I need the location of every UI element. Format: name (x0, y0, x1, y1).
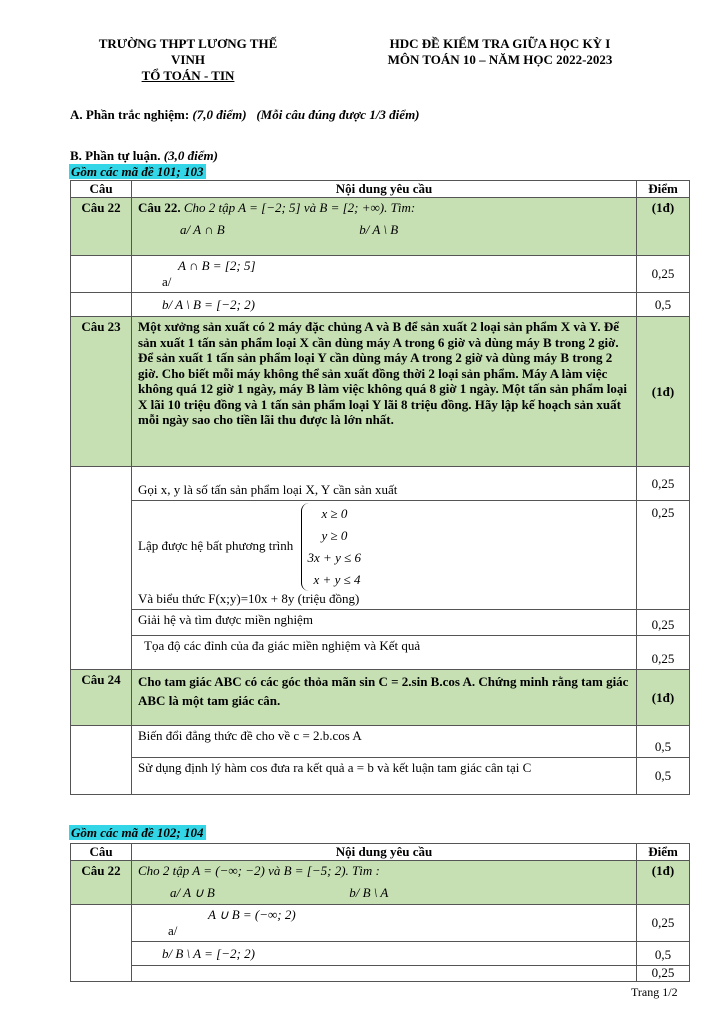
table-row (71, 501, 690, 610)
page-number: Trang 1/2 (631, 985, 678, 999)
question-points: (1đ) (637, 198, 690, 256)
col-header-cau: Câu (71, 844, 132, 861)
col-header-points: Điểm (637, 844, 690, 861)
part-b-points: (3,0 điểm) (163, 148, 218, 163)
col-header-points: Điểm (637, 181, 690, 198)
table-row (71, 942, 690, 966)
table-header-row (71, 181, 690, 198)
group-label-2 (69, 825, 206, 841)
table-row (71, 198, 690, 256)
department: TỔ TOÁN - TIN (141, 68, 235, 83)
answer-points: 0,25 (637, 966, 690, 982)
table-row (71, 757, 690, 794)
step-text: Gọi x, y là số tấn sản phẩm loại X, Y cần sản xuất (132, 467, 637, 501)
answer-b: b/ A \ B = [−2; 2) (132, 293, 637, 317)
table-row (71, 861, 690, 905)
part-a: a/ A ∪ B (170, 885, 215, 900)
answer-a-prefix: a/ (168, 923, 178, 938)
inequality-2: y ≥ 0 (321, 528, 348, 543)
inequality-3: 3x + y ≤ 6 (307, 550, 361, 565)
group-label-text: Gồm các mã đề 102; 104 (71, 825, 204, 840)
group-label-1 (69, 164, 206, 180)
question-number: Câu 24 (71, 670, 132, 726)
table-row (71, 610, 690, 636)
part-b: b/ A \ B (359, 222, 399, 237)
table-row (71, 636, 690, 670)
question-title: Câu 22. (138, 200, 181, 215)
part-a-note: (Mỗi câu đúng được 1/3 điểm) (256, 107, 420, 122)
step-text: Biến đổi đẳng thức đề cho về c = 2.b.cos A (132, 726, 637, 758)
school-name (70, 36, 306, 84)
group-label-text: Gồm các mã đề 101; 103 (71, 164, 204, 179)
answer-a: A ∩ B = [2; 5] (178, 258, 256, 273)
question-points: (1đ) (637, 861, 690, 905)
table-row (71, 670, 690, 726)
step-points: 0,5 (637, 757, 690, 794)
answer-a: A ∪ B = (−∞; 2) (208, 907, 296, 922)
answer-points: 0,25 (637, 256, 690, 293)
part-b-line (70, 148, 218, 164)
answer-cell (132, 256, 637, 293)
inequality-block (138, 503, 630, 591)
question-text: Cho tam giác ABC có các góc thỏa mãn sin C = 2.sin B.cos A. Chứng minh rằng tam giác ABC là một tam giác cân. (132, 670, 637, 726)
question-text: Cho 2 tập A = (−∞; −2) và B = [−5; 2). Tìm : (138, 863, 380, 878)
question-points: (1đ) (637, 670, 690, 726)
school-line2: VINH (171, 52, 205, 67)
table-row (71, 293, 690, 317)
table-row (71, 966, 690, 982)
step-points: 0,25 (637, 501, 690, 610)
table-row (71, 726, 690, 758)
table-header-row (71, 844, 690, 861)
col-header-content: Nội dung yêu cầu (132, 181, 637, 198)
answer-table-2 (70, 843, 690, 982)
step-points: 0,5 (637, 726, 690, 758)
part-b-label: B. Phần tự luận. (70, 148, 161, 163)
exam-title (345, 36, 655, 68)
answer-a-prefix: a/ (162, 274, 172, 289)
inequality-system (301, 503, 367, 591)
exam-title-line1: HDC ĐỀ KIỂM TRA GIỮA HỌC KỲ I (389, 36, 611, 51)
question-parts (138, 222, 630, 238)
table-row (71, 256, 690, 293)
table-row (71, 467, 690, 501)
step-points: 0,25 (637, 636, 690, 670)
step-points: 0,25 (637, 610, 690, 636)
system-label: Lập được hệ bất phương trình (138, 537, 294, 553)
part-a: a/ A ∩ B (180, 222, 225, 237)
question-parts (138, 885, 630, 901)
question-number: Câu 22 (71, 198, 132, 256)
col-header-content: Nội dung yêu cầu (132, 844, 637, 861)
answer-points: 0,25 (637, 905, 690, 942)
question-content (132, 198, 637, 256)
part-a-points: (7,0 điểm) (192, 107, 247, 122)
objective-expression: Và biểu thức F(x;y)=10x + 8y (triệu đồng) (138, 591, 360, 606)
answer-b: b/ B \ A = [−2; 2) (132, 942, 637, 966)
exam-title-line2: MÔN TOÁN 10 – NĂM HỌC 2022-2023 (387, 52, 613, 67)
question-text: Cho 2 tập A = [−2; 5] và B = [2; +∞). Tìm: (183, 200, 416, 215)
inequality-1: x ≥ 0 (321, 506, 348, 521)
step-points: 0,25 (637, 467, 690, 501)
step-content (132, 501, 637, 610)
question-number: Câu 22 (71, 861, 132, 905)
step-text: Sử dụng định lý hàm cos đưa ra kết quả a = b và kết luận tam giác cân tại C (132, 757, 637, 794)
question-points: (1đ) (637, 317, 690, 467)
table-row (71, 905, 690, 942)
inequality-4: x + y ≤ 4 (313, 572, 361, 587)
part-b: b/ B \ A (349, 885, 389, 900)
table-row (71, 317, 690, 467)
answer-points: 0,5 (637, 942, 690, 966)
part-a-label: A. Phần trắc nghiệm: (70, 107, 190, 122)
part-a-line (70, 107, 420, 123)
step-text: Giải hệ và tìm được miền nghiệm (132, 610, 637, 636)
step-text: Tọa độ các đỉnh của đa giác miền nghiệm và Kết quả (132, 636, 637, 670)
answer-table-1 (70, 180, 690, 795)
question-content (132, 861, 637, 905)
question-number: Câu 23 (71, 317, 132, 467)
school-line1: TRƯỜNG THPT LƯƠNG THẾ (98, 36, 278, 51)
question-text: Một xưởng sản xuất có 2 máy đặc chủng A và B để sản xuất 2 loại sản phẩm X và Y. Để sản xuất 1 tấn sản phẩm loại X cần dùng máy A trong 6 giờ và dùng máy B trong 2 giờ. Để sản xuất 1 tấn sản phẩm loại Y cần dùng máy A trong 2 giờ và dùng máy B trong 2 giờ. Cho biết mỗi máy không thể sản xuất đồng thời 2 loại sản phẩm. Máy A làm việc không quá 12 giờ 1 ngày, máy B làm việc không quá 8 giờ 1 ngày. Một tấn sản phẩm loại X lãi 10 triệu đồng và 1 tấn sản phẩm loại Y lãi 8 triệu đồng. Hãy lập kế hoạch sản xuất mỗi ngày sao cho tiền lãi thu được là lớn nhất. (132, 317, 637, 467)
col-header-cau: Câu (71, 181, 132, 198)
answer-points: 0,5 (637, 293, 690, 317)
answer-cell (132, 905, 637, 942)
